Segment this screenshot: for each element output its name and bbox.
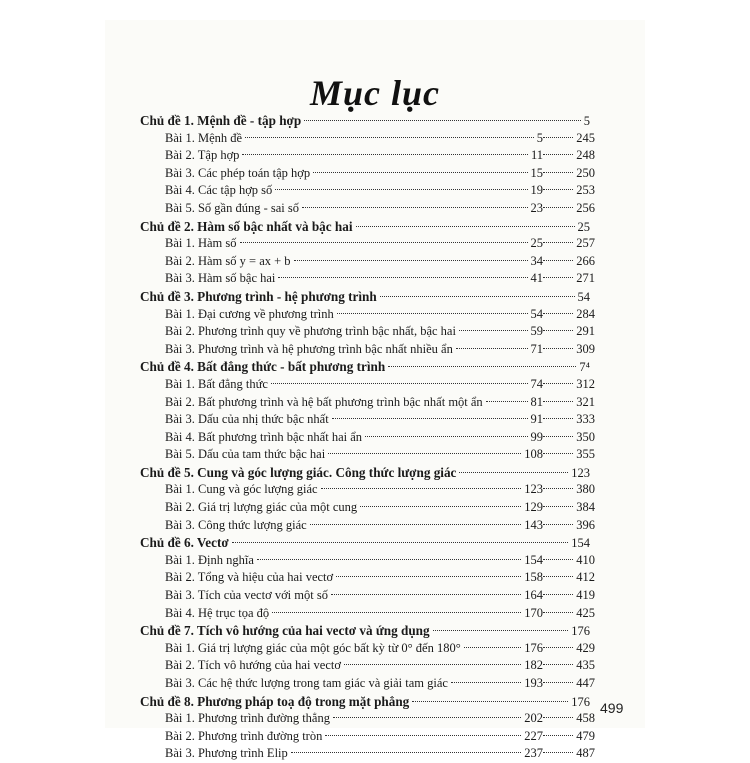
toc-page-topic: 41	[530, 271, 543, 286]
toc-lesson	[140, 605, 595, 623]
toc-page-solution: 291	[576, 324, 595, 339]
toc-lesson	[140, 341, 595, 359]
toc-page-solution: 257	[576, 236, 595, 251]
toc-page-topic: 143	[524, 517, 543, 532]
toc-page-topic: 74	[530, 376, 543, 391]
toc-page-solution: 435	[576, 658, 595, 673]
toc-page-solution: 309	[576, 341, 595, 356]
dot-leader	[543, 682, 573, 683]
dot-leader	[543, 612, 573, 613]
dot-leader	[459, 472, 568, 473]
toc-lesson	[140, 147, 595, 165]
toc-lesson	[140, 429, 595, 447]
toc-page-topic: 158	[524, 570, 543, 585]
toc-page-solution: 419	[576, 588, 595, 603]
dot-leader	[272, 612, 521, 613]
toc-entry-title: Bài 1. Phương trình đường thẳng	[165, 711, 330, 726]
dot-leader	[543, 488, 573, 489]
toc-entry-title: Chủ đề 5. Cung và góc lượng giác. Công thức lượng giác	[140, 464, 457, 480]
toc-page-topic: 123	[524, 482, 543, 497]
dot-leader	[321, 488, 522, 489]
toc-lesson	[140, 657, 595, 675]
toc-page-topic: 164	[524, 588, 543, 603]
dot-leader	[543, 401, 573, 402]
dot-leader	[456, 348, 528, 349]
toc-entry-title: Chủ đề 8. Phương pháp toạ độ trong mặt phẳng	[140, 693, 410, 709]
toc-page-topic: 5	[536, 130, 543, 145]
toc-page-topic: 227	[524, 728, 543, 743]
toc-page-topic: 5	[583, 114, 590, 128]
dot-leader	[543, 436, 573, 437]
dot-leader	[333, 717, 521, 718]
toc-page-solution: 447	[576, 676, 595, 690]
toc-chapter	[140, 622, 595, 640]
dot-leader	[543, 348, 573, 349]
toc-entry-title: Bài 2. Bất phương trình và hệ bất phương trình bậc nhất một ẩn	[165, 394, 483, 409]
toc-entry-title: Bài 3. Dấu của nhị thức bậc nhất	[165, 412, 329, 427]
toc-chapter	[140, 218, 595, 236]
toc-chapter	[140, 693, 595, 711]
toc-entry-title: Bài 2. Phương trình quy về phương trình bậc nhất, bậc hai	[165, 324, 456, 339]
toc-lesson	[140, 517, 595, 535]
dot-leader	[543, 137, 573, 138]
toc-lesson	[140, 253, 595, 271]
dot-leader	[271, 383, 528, 384]
dot-leader	[313, 172, 527, 173]
toc-lesson	[140, 130, 595, 148]
toc-page-solution: 284	[576, 306, 595, 321]
dot-leader	[543, 260, 573, 261]
toc-page-topic: 91	[530, 412, 543, 427]
toc-entry-title: Bài 2. Phương trình đường tròn	[165, 728, 323, 743]
toc-page-solution: 380	[576, 482, 595, 497]
toc-page-solution: 425	[576, 605, 595, 620]
toc-page-topic: 25	[577, 219, 590, 234]
toc-page-topic: 176	[571, 624, 590, 639]
page-number: 499	[600, 700, 624, 716]
toc-entry-title: Bài 1. Định nghĩa	[165, 552, 254, 567]
toc-page-topic: 108	[524, 447, 543, 462]
dot-leader	[275, 189, 527, 190]
toc-page-topic: 182	[524, 658, 543, 673]
toc-page-solution: 410	[576, 552, 595, 567]
toc-page-topic: 59	[530, 324, 543, 339]
toc-page-topic: 123	[571, 465, 590, 480]
dot-leader	[543, 154, 573, 155]
toc-page-solution: 266	[576, 253, 595, 268]
toc-lesson	[140, 640, 595, 658]
dot-leader	[337, 313, 528, 314]
toc-lesson	[140, 587, 595, 605]
dot-leader	[543, 752, 573, 753]
toc-page-solution: 253	[576, 183, 595, 198]
toc-page-solution: 248	[576, 148, 595, 163]
toc-entry-title: Bài 2. Hàm số y = ax + b	[165, 253, 291, 268]
toc-entry-title: Bài 1. Giá trị lượng giác của một góc bất kỳ từ 0° đến 180°	[165, 640, 461, 655]
dot-leader	[291, 752, 521, 753]
dot-leader	[543, 453, 573, 454]
dot-leader	[543, 189, 573, 190]
toc-chapter	[140, 534, 595, 552]
toc-entry-title: Bài 3. Các hệ thức lượng trong tam giác và giải tam giác	[165, 676, 448, 690]
page-title: Mục lục	[309, 73, 440, 113]
toc-page-solution: 350	[576, 429, 595, 444]
toc-entry-title: Bài 2. Tích vô hướng của hai vectơ	[165, 658, 341, 673]
toc-lesson	[140, 675, 595, 693]
toc-page-topic: 176	[571, 694, 590, 709]
dot-leader	[380, 296, 575, 297]
toc-page-topic: 202	[524, 711, 543, 726]
dot-leader	[543, 207, 573, 208]
toc-page-solution: 412	[576, 570, 595, 585]
toc-entry-title: Bài 3. Tích của vectơ với một số	[165, 588, 328, 603]
toc-entry-title: Bài 5. Số gần đúng - sai số	[165, 200, 300, 215]
toc-page-topic: 11	[530, 148, 543, 163]
toc-entry-title: Chủ đề 7. Tích vô hướng của hai vectơ và ứng dụng	[140, 623, 430, 639]
toc-chapter	[140, 112, 595, 130]
toc-page-topic: 71	[530, 341, 543, 356]
dot-leader	[486, 401, 528, 402]
toc-page-topic: 154	[571, 536, 590, 551]
dot-leader	[464, 647, 522, 648]
dot-leader	[412, 701, 568, 702]
toc-lesson	[140, 411, 595, 429]
toc-lesson	[140, 728, 595, 746]
dot-leader	[328, 453, 521, 454]
toc-entry-title: Bài 1. Hàm số	[165, 236, 237, 251]
dot-leader	[543, 576, 573, 577]
dot-leader	[433, 630, 569, 631]
dot-leader	[543, 172, 573, 173]
toc-lesson	[140, 306, 595, 324]
dot-leader	[451, 682, 521, 683]
dot-leader	[332, 418, 528, 419]
toc-page-topic: 237	[524, 746, 543, 761]
dot-leader	[543, 242, 573, 243]
toc-page-topic: 23	[530, 200, 543, 215]
toc-page-topic: 25	[530, 236, 543, 251]
toc-lesson	[140, 552, 595, 570]
toc-page-topic: 7⁴	[579, 360, 590, 375]
toc-entry-title: Bài 1. Đại cương về phương trình	[165, 306, 334, 321]
dot-leader	[336, 576, 521, 577]
toc-lesson	[140, 446, 595, 464]
toc-lesson	[140, 270, 595, 288]
dot-leader	[331, 594, 521, 595]
dot-leader	[302, 207, 527, 208]
toc-entry-title: Bài 3. Hàm số bậc hai	[165, 271, 276, 286]
toc-entry-title: Bài 5. Dấu của tam thức bậc hai	[165, 447, 326, 462]
dot-leader	[242, 154, 528, 155]
dot-leader	[543, 647, 573, 648]
toc-lesson	[140, 745, 595, 763]
toc-entry-title: Bài 1. Mệnh đề	[165, 130, 243, 145]
dot-leader	[543, 717, 573, 718]
dot-leader	[543, 559, 573, 560]
toc-entry-title: Bài 2. Giá trị lượng giác của một cung	[165, 500, 358, 515]
dot-leader	[344, 664, 521, 665]
dot-leader	[543, 313, 573, 314]
dot-leader	[543, 506, 573, 507]
toc-page-solution: 333	[576, 412, 595, 427]
dot-leader	[360, 506, 521, 507]
toc-page-topic: 54	[530, 306, 543, 321]
toc-page-solution: 250	[576, 165, 595, 180]
toc-page-solution: 458	[576, 711, 595, 726]
toc-lesson	[140, 376, 595, 394]
dot-leader	[257, 559, 521, 560]
dot-leader	[543, 383, 573, 384]
toc-entry-title: Bài 4. Bất phương trình bậc nhất hai ẩn	[165, 429, 363, 444]
toc-page-solution: 479	[576, 728, 595, 743]
toc-chapter	[140, 358, 595, 376]
dot-leader	[356, 226, 575, 227]
toc-entry-title: Bài 2. Tổng và hiệu của hai vectơ	[165, 570, 334, 585]
toc-entry-title: Bài 3. Công thức lượng giác	[165, 517, 307, 532]
toc-page-topic: 19	[530, 183, 543, 198]
toc-lesson	[140, 323, 595, 341]
toc-lesson	[140, 200, 595, 218]
dot-leader	[459, 330, 528, 331]
dot-leader	[232, 542, 569, 543]
dot-leader	[543, 330, 573, 331]
toc-page-topic: 34	[530, 253, 543, 268]
dot-leader	[278, 277, 527, 278]
dot-leader	[543, 524, 573, 525]
toc-page-topic: 81	[530, 394, 543, 409]
dot-leader	[240, 242, 528, 243]
toc-page-solution: 396	[576, 517, 595, 532]
toc-page-solution: 245	[576, 130, 595, 145]
toc-page-solution: 487	[576, 746, 595, 761]
toc-entry-title: Bài 1. Cung và góc lượng giác	[165, 482, 318, 497]
dot-leader	[543, 735, 573, 736]
toc-entry-title: Chủ đề 3. Phương trình - hệ phương trình	[140, 288, 377, 304]
toc-page-topic: 193	[524, 676, 543, 690]
toc-chapter	[140, 288, 595, 306]
toc-page-topic: 15	[530, 165, 543, 180]
toc-page-solution: 312	[576, 376, 595, 391]
toc-page-topic: 99	[530, 429, 543, 444]
toc-page-topic: 129	[524, 500, 543, 515]
dot-leader	[245, 137, 534, 138]
toc-lesson	[140, 569, 595, 587]
toc-page-solution: 384	[576, 500, 595, 515]
table-of-contents	[140, 112, 595, 763]
toc-entry-title: Chủ đề 2. Hàm số bậc nhất và bậc hai	[140, 218, 353, 234]
dot-leader	[304, 120, 581, 121]
dot-leader	[310, 524, 522, 525]
toc-entry-title: Chủ đề 6. Vectơ	[140, 535, 229, 551]
toc-entry-title: Chủ đề 4. Bất đẳng thức - bất phương trình	[140, 359, 386, 375]
toc-page-solution: 256	[576, 200, 595, 215]
toc-page-topic: 54	[577, 289, 590, 304]
toc-page-topic: 176	[524, 640, 543, 655]
dot-leader	[388, 366, 576, 367]
toc-entry-title: Bài 2. Tập hợp	[165, 148, 240, 163]
toc-lesson	[140, 394, 595, 412]
toc-page-solution: 271	[576, 271, 595, 286]
toc-page-topic: 154	[524, 552, 543, 567]
toc-page-solution: 321	[576, 394, 595, 409]
dot-leader	[365, 436, 527, 437]
toc-entry-title: Bài 1. Bất đẳng thức	[165, 376, 268, 391]
toc-page-topic: 170	[524, 605, 543, 620]
toc-page-solution: 355	[576, 447, 595, 462]
toc-entry-title: Chủ đề 1. Mệnh đề - tập hợp	[140, 113, 302, 128]
dot-leader	[543, 594, 573, 595]
toc-page-solution: 429	[576, 640, 595, 655]
toc-entry-title: Bài 3. Phương trình Elip	[165, 746, 288, 761]
toc-entry-title: Bài 4. Các tập hợp số	[165, 183, 273, 198]
toc-lesson	[140, 710, 595, 728]
toc-chapter	[140, 464, 595, 482]
dot-leader	[325, 735, 521, 736]
dot-leader	[294, 260, 528, 261]
dot-leader	[543, 664, 573, 665]
toc-lesson	[140, 481, 595, 499]
toc-lesson	[140, 235, 595, 253]
toc-entry-title: Bài 3. Phương trình và hệ phương trình bậc nhất nhiều ẩn	[165, 341, 453, 356]
toc-entry-title: Bài 4. Hệ trục tọa độ	[165, 605, 270, 620]
toc-lesson	[140, 165, 595, 183]
toc-lesson	[140, 182, 595, 200]
dot-leader	[543, 418, 573, 419]
toc-entry-title: Bài 3. Các phép toán tập hợp	[165, 165, 311, 180]
toc-lesson	[140, 499, 595, 517]
dot-leader	[543, 277, 573, 278]
